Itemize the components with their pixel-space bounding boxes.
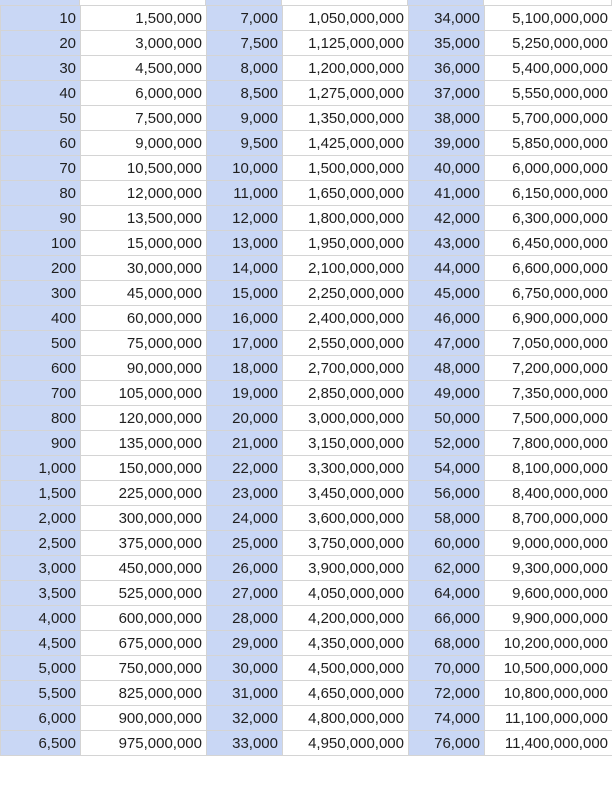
cell-amount-c[interactable]: 6,450,000,000 bbox=[485, 231, 612, 256]
cell-amount-a[interactable]: 6,000,000 bbox=[81, 81, 207, 106]
cell-quantity-a[interactable]: 600 bbox=[1, 356, 81, 381]
cell-quantity-a[interactable]: 1,000 bbox=[1, 456, 81, 481]
cell-quantity-a[interactable]: 2,000 bbox=[1, 506, 81, 531]
table-row bbox=[1, 656, 612, 681]
cell-amount-a[interactable]: 900,000,000 bbox=[81, 706, 207, 731]
cell-quantity-a[interactable]: 6,500 bbox=[1, 731, 81, 756]
cell-amount-b[interactable]: 3,900,000,000 bbox=[283, 556, 409, 581]
cell-amount-b[interactable]: 2,850,000,000 bbox=[283, 381, 409, 406]
cell-amount-a[interactable]: 10,500,000 bbox=[81, 156, 207, 181]
cell-quantity-c[interactable]: 47,000 bbox=[409, 331, 485, 356]
cell-quantity-b[interactable]: 7,000 bbox=[207, 6, 283, 31]
cell-amount-c[interactable]: 6,300,000,000 bbox=[485, 206, 612, 231]
cell-amount-b[interactable]: 4,800,000,000 bbox=[283, 706, 409, 731]
cell-quantity-c[interactable]: 60,000 bbox=[409, 531, 485, 556]
cell-amount-a[interactable]: 150,000,000 bbox=[81, 456, 207, 481]
cell-quantity-c[interactable]: 42,000 bbox=[409, 206, 485, 231]
cell-amount-a[interactable]: 825,000,000 bbox=[81, 681, 207, 706]
cell-quantity-b[interactable]: 19,000 bbox=[207, 381, 283, 406]
cell-amount-a[interactable]: 750,000,000 bbox=[81, 656, 207, 681]
cell-amount-a[interactable]: 525,000,000 bbox=[81, 581, 207, 606]
cell-quantity-c[interactable]: 38,000 bbox=[409, 106, 485, 131]
cell-quantity-a[interactable]: 100 bbox=[1, 231, 81, 256]
table-row bbox=[1, 256, 612, 281]
cell-amount-b[interactable]: 3,600,000,000 bbox=[283, 506, 409, 531]
cell-amount-c[interactable]: 5,250,000,000 bbox=[485, 31, 612, 56]
cell-quantity-b[interactable]: 13,000 bbox=[207, 231, 283, 256]
cell-quantity-a[interactable]: 80 bbox=[1, 181, 81, 206]
cell-quantity-a[interactable]: 500 bbox=[1, 331, 81, 356]
table-row bbox=[1, 731, 612, 756]
cell-quantity-a[interactable]: 3,000 bbox=[1, 556, 81, 581]
table-row bbox=[1, 81, 612, 106]
cell-amount-a[interactable]: 15,000,000 bbox=[81, 231, 207, 256]
table-row bbox=[1, 681, 612, 706]
cell-quantity-a[interactable]: 60 bbox=[1, 131, 81, 156]
cell-amount-b[interactable]: 4,950,000,000 bbox=[283, 731, 409, 756]
table-row bbox=[1, 6, 612, 31]
cell-amount-c[interactable]: 7,200,000,000 bbox=[485, 356, 612, 381]
cell-quantity-b[interactable]: 16,000 bbox=[207, 306, 283, 331]
table-body bbox=[1, 6, 612, 756]
cell-amount-a[interactable]: 1,500,000 bbox=[81, 6, 207, 31]
cell-amount-c[interactable]: 6,750,000,000 bbox=[485, 281, 612, 306]
table-row bbox=[1, 281, 612, 306]
cell-amount-b[interactable]: 4,050,000,000 bbox=[283, 581, 409, 606]
cell-quantity-a[interactable]: 1,500 bbox=[1, 481, 81, 506]
cell-quantity-c[interactable]: 43,000 bbox=[409, 231, 485, 256]
cell-quantity-c[interactable]: 74,000 bbox=[409, 706, 485, 731]
cell-quantity-a[interactable]: 50 bbox=[1, 106, 81, 131]
table-row bbox=[1, 206, 612, 231]
table-row bbox=[1, 156, 612, 181]
cell-amount-b[interactable]: 3,450,000,000 bbox=[283, 481, 409, 506]
cell-quantity-a[interactable]: 200 bbox=[1, 256, 81, 281]
cell-amount-c[interactable]: 8,100,000,000 bbox=[485, 456, 612, 481]
cell-amount-b[interactable]: 2,700,000,000 bbox=[283, 356, 409, 381]
cell-quantity-c[interactable]: 64,000 bbox=[409, 581, 485, 606]
cell-quantity-a[interactable]: 70 bbox=[1, 156, 81, 181]
cell-quantity-b[interactable]: 26,000 bbox=[207, 556, 283, 581]
cell-amount-c[interactable]: 9,900,000,000 bbox=[485, 606, 612, 631]
table-row bbox=[1, 481, 612, 506]
cell-quantity-b[interactable]: 8,500 bbox=[207, 81, 283, 106]
cell-quantity-b[interactable]: 29,000 bbox=[207, 631, 283, 656]
cell-quantity-c[interactable]: 36,000 bbox=[409, 56, 485, 81]
cell-amount-c[interactable]: 5,400,000,000 bbox=[485, 56, 612, 81]
cell-quantity-a[interactable]: 5,500 bbox=[1, 681, 81, 706]
cell-quantity-c[interactable]: 34,000 bbox=[409, 6, 485, 31]
cell-amount-c[interactable]: 10,200,000,000 bbox=[485, 631, 612, 656]
cell-amount-c[interactable]: 10,800,000,000 bbox=[485, 681, 612, 706]
table-row bbox=[1, 181, 612, 206]
cell-quantity-a[interactable]: 30 bbox=[1, 56, 81, 81]
cell-quantity-b[interactable]: 32,000 bbox=[207, 706, 283, 731]
cell-amount-c[interactable]: 7,800,000,000 bbox=[485, 431, 612, 456]
cell-quantity-a[interactable]: 900 bbox=[1, 431, 81, 456]
cell-quantity-b[interactable]: 15,000 bbox=[207, 281, 283, 306]
cell-quantity-a[interactable]: 3,500 bbox=[1, 581, 81, 606]
cell-amount-c[interactable]: 11,400,000,000 bbox=[485, 731, 612, 756]
cell-amount-c[interactable]: 5,550,000,000 bbox=[485, 81, 612, 106]
cell-quantity-b[interactable]: 20,000 bbox=[207, 406, 283, 431]
cell-quantity-b[interactable]: 17,000 bbox=[207, 331, 283, 356]
cell-quantity-a[interactable]: 90 bbox=[1, 206, 81, 231]
cell-amount-c[interactable]: 7,350,000,000 bbox=[485, 381, 612, 406]
cell-amount-a[interactable]: 90,000,000 bbox=[81, 356, 207, 381]
cell-quantity-c[interactable]: 70,000 bbox=[409, 656, 485, 681]
cell-amount-c[interactable]: 6,150,000,000 bbox=[485, 181, 612, 206]
cell-quantity-a[interactable]: 800 bbox=[1, 406, 81, 431]
cell-quantity-b[interactable]: 23,000 bbox=[207, 481, 283, 506]
cell-amount-a[interactable]: 3,000,000 bbox=[81, 31, 207, 56]
cell-amount-c[interactable]: 9,600,000,000 bbox=[485, 581, 612, 606]
cell-quantity-a[interactable]: 700 bbox=[1, 381, 81, 406]
cell-amount-b[interactable]: 2,400,000,000 bbox=[283, 306, 409, 331]
cell-amount-a[interactable]: 105,000,000 bbox=[81, 381, 207, 406]
table-row bbox=[1, 706, 612, 731]
cell-quantity-c[interactable]: 62,000 bbox=[409, 556, 485, 581]
cell-quantity-c[interactable]: 48,000 bbox=[409, 356, 485, 381]
cell-quantity-c[interactable]: 45,000 bbox=[409, 281, 485, 306]
cell-quantity-a[interactable]: 40 bbox=[1, 81, 81, 106]
cell-amount-a[interactable]: 675,000,000 bbox=[81, 631, 207, 656]
cell-quantity-a[interactable]: 5,000 bbox=[1, 656, 81, 681]
cell-amount-a[interactable]: 60,000,000 bbox=[81, 306, 207, 331]
cell-amount-b[interactable]: 4,500,000,000 bbox=[283, 656, 409, 681]
table-row bbox=[1, 381, 612, 406]
cell-quantity-c[interactable]: 52,000 bbox=[409, 431, 485, 456]
cell-amount-c[interactable]: 5,850,000,000 bbox=[485, 131, 612, 156]
cell-amount-a[interactable]: 9,000,000 bbox=[81, 131, 207, 156]
cell-quantity-b[interactable]: 24,000 bbox=[207, 506, 283, 531]
cell-quantity-c[interactable]: 68,000 bbox=[409, 631, 485, 656]
cell-amount-c[interactable]: 6,600,000,000 bbox=[485, 256, 612, 281]
cell-quantity-c[interactable]: 46,000 bbox=[409, 306, 485, 331]
cell-amount-c[interactable]: 8,700,000,000 bbox=[485, 506, 612, 531]
cell-amount-c[interactable]: 7,050,000,000 bbox=[485, 331, 612, 356]
cell-quantity-c[interactable]: 39,000 bbox=[409, 131, 485, 156]
cell-quantity-c[interactable]: 58,000 bbox=[409, 506, 485, 531]
cell-quantity-a[interactable]: 6,000 bbox=[1, 706, 81, 731]
cell-amount-a[interactable]: 12,000,000 bbox=[81, 181, 207, 206]
cell-amount-a[interactable]: 135,000,000 bbox=[81, 431, 207, 456]
cell-amount-a[interactable]: 450,000,000 bbox=[81, 556, 207, 581]
table-row bbox=[1, 31, 612, 56]
cell-quantity-c[interactable]: 44,000 bbox=[409, 256, 485, 281]
cell-amount-a[interactable]: 120,000,000 bbox=[81, 406, 207, 431]
cell-amount-b[interactable]: 1,275,000,000 bbox=[283, 81, 409, 106]
cell-quantity-a[interactable]: 4,000 bbox=[1, 606, 81, 631]
cell-amount-a[interactable]: 30,000,000 bbox=[81, 256, 207, 281]
cell-amount-b[interactable]: 3,150,000,000 bbox=[283, 431, 409, 456]
cell-quantity-c[interactable]: 35,000 bbox=[409, 31, 485, 56]
cell-quantity-a[interactable]: 20 bbox=[1, 31, 81, 56]
cell-amount-b[interactable]: 4,350,000,000 bbox=[283, 631, 409, 656]
cell-amount-b[interactable]: 2,100,000,000 bbox=[283, 256, 409, 281]
table-row bbox=[1, 431, 612, 456]
cell-amount-b[interactable]: 4,200,000,000 bbox=[283, 606, 409, 631]
cell-amount-b[interactable]: 1,125,000,000 bbox=[283, 31, 409, 56]
cell-quantity-c[interactable]: 41,000 bbox=[409, 181, 485, 206]
cell-quantity-a[interactable]: 10 bbox=[1, 6, 81, 31]
cell-quantity-c[interactable]: 49,000 bbox=[409, 381, 485, 406]
table-row bbox=[1, 131, 612, 156]
cell-amount-b[interactable]: 2,550,000,000 bbox=[283, 331, 409, 356]
table-row bbox=[1, 631, 612, 656]
cell-amount-c[interactable]: 11,100,000,000 bbox=[485, 706, 612, 731]
cell-amount-a[interactable]: 4,500,000 bbox=[81, 56, 207, 81]
cell-quantity-a[interactable]: 300 bbox=[1, 281, 81, 306]
cell-quantity-c[interactable]: 54,000 bbox=[409, 456, 485, 481]
table-row bbox=[1, 556, 612, 581]
cell-amount-c[interactable]: 5,100,000,000 bbox=[485, 6, 612, 31]
cell-amount-a[interactable]: 13,500,000 bbox=[81, 206, 207, 231]
cell-quantity-b[interactable]: 30,000 bbox=[207, 656, 283, 681]
cell-amount-b[interactable]: 1,050,000,000 bbox=[283, 6, 409, 31]
cell-quantity-c[interactable]: 66,000 bbox=[409, 606, 485, 631]
cell-amount-a[interactable]: 975,000,000 bbox=[81, 731, 207, 756]
cell-amount-b[interactable]: 3,300,000,000 bbox=[283, 456, 409, 481]
cell-quantity-b[interactable]: 27,000 bbox=[207, 581, 283, 606]
cell-amount-c[interactable]: 10,500,000,000 bbox=[485, 656, 612, 681]
cell-quantity-b[interactable]: 10,000 bbox=[207, 156, 283, 181]
table-row bbox=[1, 56, 612, 81]
cell-amount-b[interactable]: 1,950,000,000 bbox=[283, 231, 409, 256]
cell-quantity-b[interactable]: 12,000 bbox=[207, 206, 283, 231]
table-row bbox=[1, 306, 612, 331]
cell-quantity-c[interactable]: 76,000 bbox=[409, 731, 485, 756]
cell-amount-b[interactable]: 1,650,000,000 bbox=[283, 181, 409, 206]
table-row bbox=[1, 506, 612, 531]
cell-amount-b[interactable]: 1,425,000,000 bbox=[283, 131, 409, 156]
table-row bbox=[1, 331, 612, 356]
cell-amount-c[interactable]: 7,500,000,000 bbox=[485, 406, 612, 431]
cell-quantity-b[interactable]: 9,000 bbox=[207, 106, 283, 131]
cell-quantity-b[interactable]: 25,000 bbox=[207, 531, 283, 556]
data-table bbox=[0, 5, 612, 756]
cell-quantity-b[interactable]: 14,000 bbox=[207, 256, 283, 281]
cell-amount-b[interactable]: 3,750,000,000 bbox=[283, 531, 409, 556]
table-row bbox=[1, 531, 612, 556]
cell-amount-b[interactable]: 1,500,000,000 bbox=[283, 156, 409, 181]
cell-amount-b[interactable]: 1,350,000,000 bbox=[283, 106, 409, 131]
cell-quantity-c[interactable]: 56,000 bbox=[409, 481, 485, 506]
table-row bbox=[1, 581, 612, 606]
cell-quantity-b[interactable]: 33,000 bbox=[207, 731, 283, 756]
cell-quantity-b[interactable]: 8,000 bbox=[207, 56, 283, 81]
cell-amount-a[interactable]: 600,000,000 bbox=[81, 606, 207, 631]
cell-amount-b[interactable]: 1,800,000,000 bbox=[283, 206, 409, 231]
cell-quantity-b[interactable]: 18,000 bbox=[207, 356, 283, 381]
cell-amount-c[interactable]: 9,000,000,000 bbox=[485, 531, 612, 556]
cell-quantity-b[interactable]: 11,000 bbox=[207, 181, 283, 206]
cell-quantity-a[interactable]: 400 bbox=[1, 306, 81, 331]
cell-amount-c[interactable]: 6,900,000,000 bbox=[485, 306, 612, 331]
cell-quantity-a[interactable]: 4,500 bbox=[1, 631, 81, 656]
cell-amount-a[interactable]: 7,500,000 bbox=[81, 106, 207, 131]
cell-amount-c[interactable]: 6,000,000,000 bbox=[485, 156, 612, 181]
cell-amount-b[interactable]: 2,250,000,000 bbox=[283, 281, 409, 306]
cell-amount-a[interactable]: 375,000,000 bbox=[81, 531, 207, 556]
cell-amount-a[interactable]: 45,000,000 bbox=[81, 281, 207, 306]
cell-quantity-b[interactable]: 9,500 bbox=[207, 131, 283, 156]
cell-amount-a[interactable]: 300,000,000 bbox=[81, 506, 207, 531]
table-row bbox=[1, 606, 612, 631]
cell-amount-a[interactable]: 75,000,000 bbox=[81, 331, 207, 356]
cell-quantity-b[interactable]: 31,000 bbox=[207, 681, 283, 706]
cell-amount-b[interactable]: 3,000,000,000 bbox=[283, 406, 409, 431]
cell-amount-c[interactable]: 5,700,000,000 bbox=[485, 106, 612, 131]
cell-quantity-b[interactable]: 7,500 bbox=[207, 31, 283, 56]
cell-quantity-a[interactable]: 2,500 bbox=[1, 531, 81, 556]
table-row bbox=[1, 406, 612, 431]
cell-quantity-b[interactable]: 22,000 bbox=[207, 456, 283, 481]
cell-quantity-c[interactable]: 37,000 bbox=[409, 81, 485, 106]
table-row bbox=[1, 456, 612, 481]
table-row bbox=[1, 356, 612, 381]
cell-amount-b[interactable]: 4,650,000,000 bbox=[283, 681, 409, 706]
cell-quantity-c[interactable]: 40,000 bbox=[409, 156, 485, 181]
cell-amount-c[interactable]: 9,300,000,000 bbox=[485, 556, 612, 581]
cell-amount-b[interactable]: 1,200,000,000 bbox=[283, 56, 409, 81]
table-row bbox=[1, 106, 612, 131]
table-row bbox=[1, 231, 612, 256]
cell-quantity-b[interactable]: 28,000 bbox=[207, 606, 283, 631]
cell-quantity-c[interactable]: 50,000 bbox=[409, 406, 485, 431]
cell-quantity-c[interactable]: 72,000 bbox=[409, 681, 485, 706]
cell-amount-c[interactable]: 8,400,000,000 bbox=[485, 481, 612, 506]
cell-quantity-b[interactable]: 21,000 bbox=[207, 431, 283, 456]
cell-amount-a[interactable]: 225,000,000 bbox=[81, 481, 207, 506]
